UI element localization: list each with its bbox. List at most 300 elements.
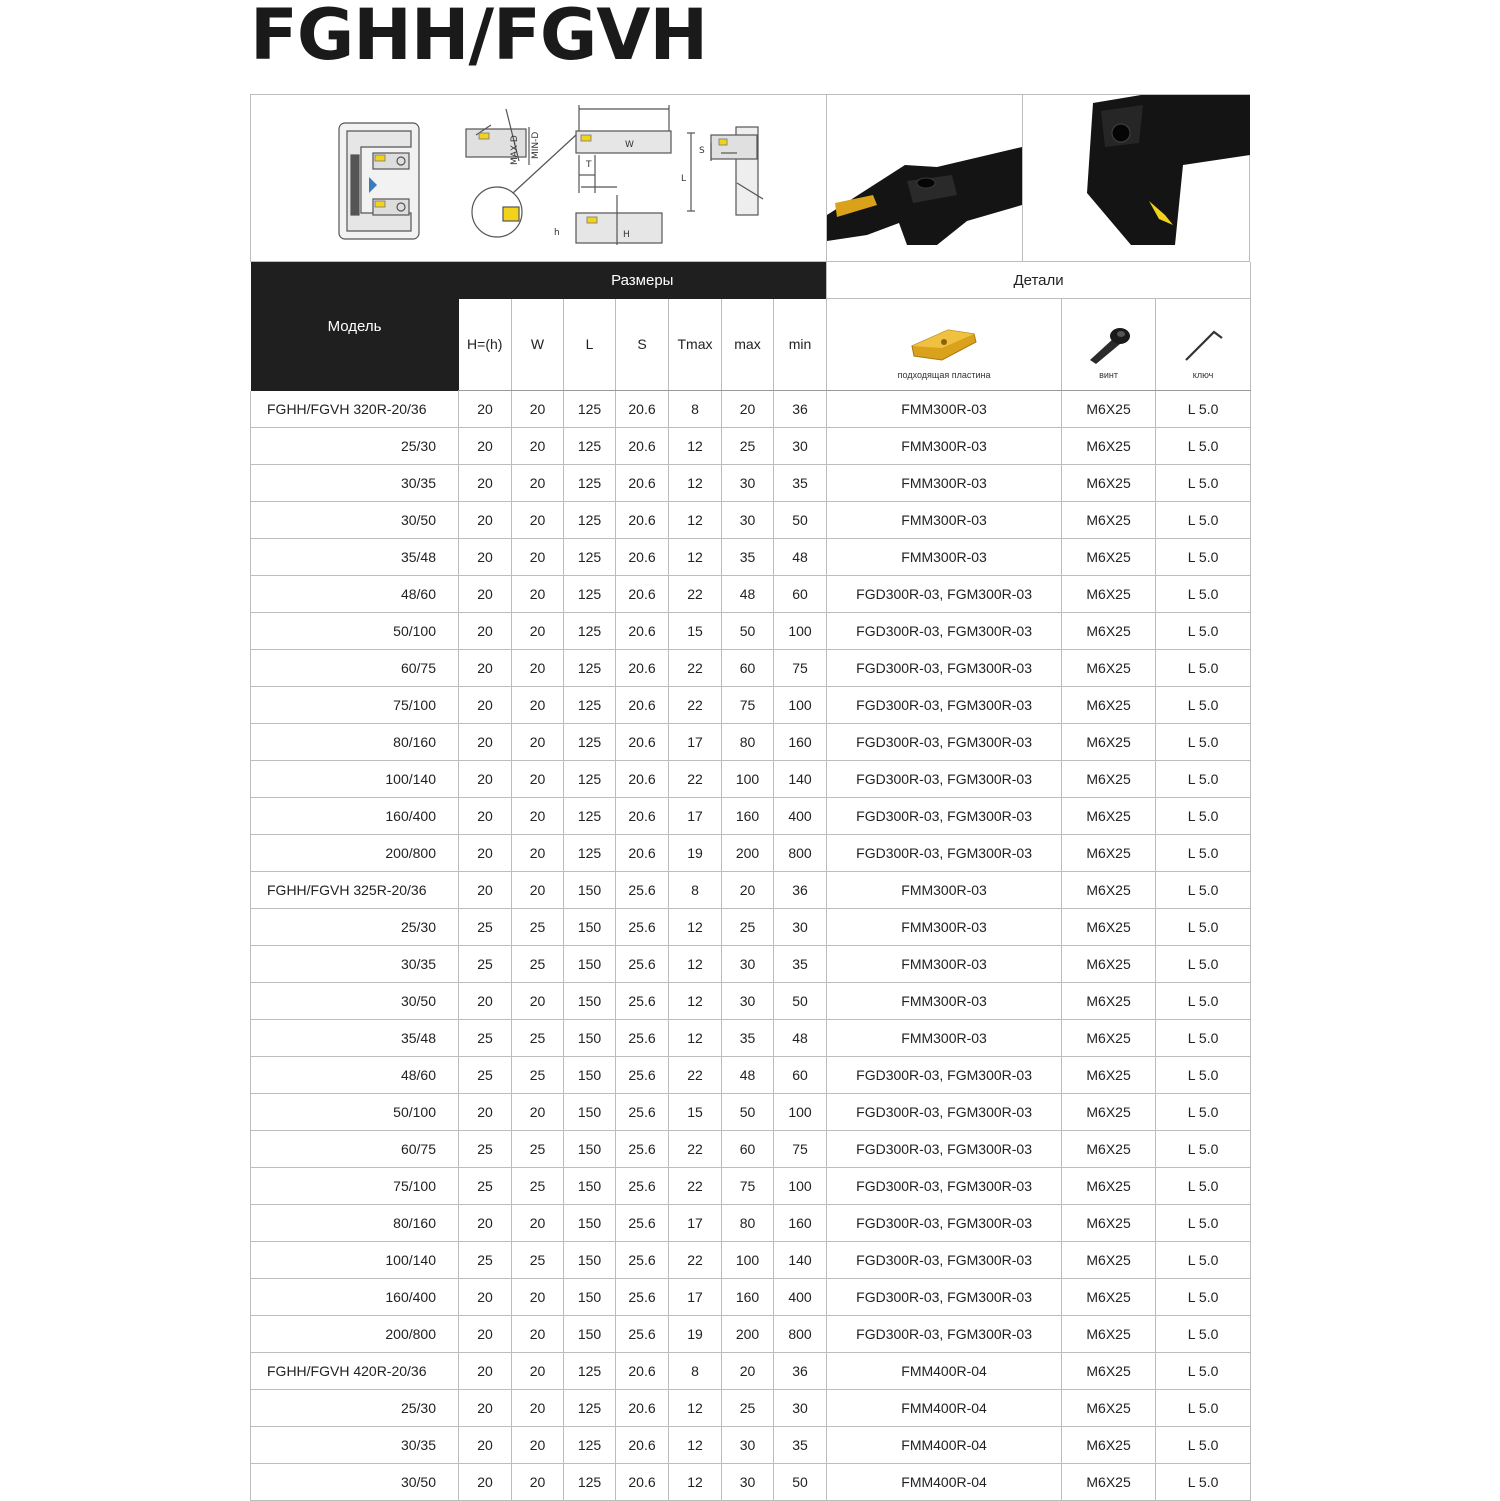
holder-side-image	[827, 95, 1022, 261]
cell-min: 30	[774, 428, 827, 465]
cell-key: L 5.0	[1156, 687, 1251, 724]
cell-s: 25.6	[616, 1242, 669, 1279]
cell-screw: M6X25	[1062, 428, 1156, 465]
cell-w: 25	[512, 1020, 564, 1057]
cell-s: 20.6	[616, 465, 669, 502]
cell-h: 20	[459, 1427, 512, 1464]
cell-screw: M6X25	[1062, 798, 1156, 835]
cell-s: 25.6	[616, 1316, 669, 1353]
diagram-label-t: T	[586, 160, 592, 170]
cell-screw: M6X25	[1062, 391, 1156, 428]
table-row	[251, 1390, 1251, 1427]
cell-max: 25	[722, 1390, 774, 1427]
table-row	[251, 724, 1251, 761]
cell-l: 125	[564, 650, 616, 687]
cell-screw: M6X25	[1062, 1390, 1156, 1427]
cell-s: 25.6	[616, 872, 669, 909]
cell-max: 80	[722, 1205, 774, 1242]
cell-insert: FGD300R-03, FGM300R-03	[827, 650, 1062, 687]
cell-max: 75	[722, 687, 774, 724]
cell-w: 25	[512, 1242, 564, 1279]
cell-l: 125	[564, 428, 616, 465]
cell-min: 160	[774, 724, 827, 761]
cell-min: 50	[774, 983, 827, 1020]
cell-tmax: 12	[669, 946, 722, 983]
table-row	[251, 946, 1251, 983]
cell-model: 35/48	[251, 539, 459, 576]
table-row	[251, 687, 1251, 724]
cell-model: 30/50	[251, 983, 459, 1020]
cell-tmax: 12	[669, 1427, 722, 1464]
cell-h: 25	[459, 1020, 512, 1057]
table-row	[251, 1279, 1251, 1316]
cell-screw: M6X25	[1062, 1427, 1156, 1464]
cell-min: 800	[774, 835, 827, 872]
cell-l: 150	[564, 1020, 616, 1057]
diagram-label-w: W	[625, 140, 634, 150]
table-row	[251, 1316, 1251, 1353]
cell-screw: M6X25	[1062, 539, 1156, 576]
cell-key: L 5.0	[1156, 1057, 1251, 1094]
cell-s: 20.6	[616, 1353, 669, 1390]
cell-insert: FGD300R-03, FGM300R-03	[827, 1279, 1062, 1316]
cell-screw: M6X25	[1062, 1242, 1156, 1279]
cell-tmax: 12	[669, 465, 722, 502]
cell-insert: FGD300R-03, FGM300R-03	[827, 798, 1062, 835]
table-row	[251, 983, 1251, 1020]
cell-min: 30	[774, 1390, 827, 1427]
cell-w: 20	[512, 835, 564, 872]
cell-w: 25	[512, 1057, 564, 1094]
cell-tmax: 19	[669, 835, 722, 872]
cell-l: 150	[564, 1242, 616, 1279]
screw-caption: винт	[1099, 370, 1119, 380]
cell-min: 100	[774, 1094, 827, 1131]
cell-l: 150	[564, 872, 616, 909]
cell-h: 25	[459, 1168, 512, 1205]
cell-min: 50	[774, 502, 827, 539]
insert-icon	[908, 324, 980, 364]
cell-max: 50	[722, 1094, 774, 1131]
column-header-min: min	[774, 299, 827, 391]
cell-l: 125	[564, 539, 616, 576]
cell-s: 25.6	[616, 1057, 669, 1094]
cell-max: 35	[722, 539, 774, 576]
cell-insert: FGD300R-03, FGM300R-03	[827, 1168, 1062, 1205]
cell-h: 20	[459, 1353, 512, 1390]
cell-min: 400	[774, 798, 827, 835]
cell-screw: M6X25	[1062, 1057, 1156, 1094]
cell-w: 20	[512, 1427, 564, 1464]
cell-key: L 5.0	[1156, 539, 1251, 576]
cell-max: 160	[722, 1279, 774, 1316]
cell-insert: FMM400R-04	[827, 1464, 1062, 1501]
cell-screw: M6X25	[1062, 1353, 1156, 1390]
cell-insert: FMM300R-03	[827, 1020, 1062, 1057]
table-row	[251, 539, 1251, 576]
cell-key: L 5.0	[1156, 983, 1251, 1020]
cell-max: 100	[722, 1242, 774, 1279]
cell-screw: M6X25	[1062, 724, 1156, 761]
page-title: FGHH/FGVH	[250, 0, 708, 76]
cell-w: 20	[512, 539, 564, 576]
cell-key: L 5.0	[1156, 798, 1251, 835]
cell-l: 125	[564, 465, 616, 502]
cell-s: 25.6	[616, 946, 669, 983]
cell-l: 150	[564, 1094, 616, 1131]
cell-model: 100/140	[251, 761, 459, 798]
cell-model: 25/30	[251, 909, 459, 946]
cell-min: 800	[774, 1316, 827, 1353]
cell-w: 20	[512, 1316, 564, 1353]
cell-key: L 5.0	[1156, 1316, 1251, 1353]
cell-l: 150	[564, 909, 616, 946]
cell-s: 20.6	[616, 650, 669, 687]
cell-insert: FMM400R-04	[827, 1390, 1062, 1427]
cell-h: 20	[459, 576, 512, 613]
cell-model: 160/400	[251, 798, 459, 835]
cell-tmax: 22	[669, 1168, 722, 1205]
cell-insert: FGD300R-03, FGM300R-03	[827, 1131, 1062, 1168]
cell-max: 48	[722, 1057, 774, 1094]
cell-l: 150	[564, 1168, 616, 1205]
cell-w: 25	[512, 1168, 564, 1205]
table-row	[251, 1094, 1251, 1131]
cell-h: 20	[459, 1316, 512, 1353]
cell-screw: M6X25	[1062, 465, 1156, 502]
cell-w: 20	[512, 1205, 564, 1242]
key-caption: ключ	[1192, 370, 1214, 380]
cell-w: 20	[512, 650, 564, 687]
cell-screw: M6X25	[1062, 687, 1156, 724]
cell-max: 30	[722, 946, 774, 983]
cell-h: 20	[459, 391, 512, 428]
cell-min: 36	[774, 1353, 827, 1390]
cell-h: 25	[459, 946, 512, 983]
cell-w: 20	[512, 724, 564, 761]
cell-min: 35	[774, 1427, 827, 1464]
cell-key: L 5.0	[1156, 1020, 1251, 1057]
cell-s: 25.6	[616, 1168, 669, 1205]
diagram-label-h-large: H	[623, 230, 630, 240]
cell-l: 150	[564, 1316, 616, 1353]
column-header-h: H=(h)	[459, 299, 512, 391]
cell-min: 50	[774, 1464, 827, 1501]
cell-min: 60	[774, 576, 827, 613]
table-row	[251, 613, 1251, 650]
cell-s: 20.6	[616, 576, 669, 613]
cell-key: L 5.0	[1156, 1427, 1251, 1464]
cell-key: L 5.0	[1156, 761, 1251, 798]
cell-screw: M6X25	[1062, 576, 1156, 613]
cell-h: 20	[459, 724, 512, 761]
table-row	[251, 465, 1251, 502]
cell-screw: M6X25	[1062, 1464, 1156, 1501]
cell-model: 100/140	[251, 1242, 459, 1279]
cell-screw: M6X25	[1062, 946, 1156, 983]
cell-min: 36	[774, 872, 827, 909]
cell-h: 20	[459, 1390, 512, 1427]
details-group-header: Детали	[827, 262, 1251, 299]
cell-h: 20	[459, 1094, 512, 1131]
cell-model: 30/35	[251, 1427, 459, 1464]
table-row	[251, 428, 1251, 465]
table-row	[251, 1168, 1251, 1205]
cell-insert: FMM300R-03	[827, 502, 1062, 539]
cell-w: 20	[512, 613, 564, 650]
table-row	[251, 650, 1251, 687]
cell-key: L 5.0	[1156, 1464, 1251, 1501]
cell-insert: FMM300R-03	[827, 946, 1062, 983]
cell-min: 140	[774, 761, 827, 798]
cell-tmax: 22	[669, 761, 722, 798]
cell-max: 200	[722, 835, 774, 872]
cell-screw: M6X25	[1062, 1205, 1156, 1242]
cell-w: 20	[512, 1279, 564, 1316]
table-row	[251, 835, 1251, 872]
cell-max: 20	[722, 391, 774, 428]
diagram-label-h-small: h	[554, 228, 560, 238]
cell-tmax: 22	[669, 1242, 722, 1279]
cell-key: L 5.0	[1156, 1242, 1251, 1279]
table-row	[251, 1205, 1251, 1242]
cell-tmax: 22	[669, 1057, 722, 1094]
cell-l: 125	[564, 613, 616, 650]
cell-h: 20	[459, 613, 512, 650]
cell-s: 20.6	[616, 613, 669, 650]
diagram-label-l: L	[681, 174, 687, 184]
cell-w: 20	[512, 1094, 564, 1131]
cell-s: 25.6	[616, 1094, 669, 1131]
cell-max: 30	[722, 983, 774, 1020]
cell-h: 20	[459, 1279, 512, 1316]
cell-s: 25.6	[616, 909, 669, 946]
cell-tmax: 17	[669, 1279, 722, 1316]
cell-tmax: 22	[669, 687, 722, 724]
cell-min: 35	[774, 946, 827, 983]
cell-l: 125	[564, 835, 616, 872]
diagram-label-min-d: MIN-D	[531, 131, 541, 159]
cell-key: L 5.0	[1156, 428, 1251, 465]
cell-max: 60	[722, 1131, 774, 1168]
cell-screw: M6X25	[1062, 983, 1156, 1020]
column-header-max: max	[722, 299, 774, 391]
cell-model: 60/75	[251, 650, 459, 687]
cell-h: 20	[459, 465, 512, 502]
cell-key: L 5.0	[1156, 909, 1251, 946]
cell-l: 125	[564, 761, 616, 798]
cell-s: 25.6	[616, 1131, 669, 1168]
cell-s: 20.6	[616, 391, 669, 428]
cell-model: 48/60	[251, 576, 459, 613]
cell-max: 75	[722, 1168, 774, 1205]
cell-s: 20.6	[616, 687, 669, 724]
cell-h: 20	[459, 835, 512, 872]
cell-screw: M6X25	[1062, 835, 1156, 872]
holder-front-image	[1023, 95, 1250, 261]
cell-screw: M6X25	[1062, 502, 1156, 539]
cell-w: 20	[512, 1464, 564, 1501]
cell-max: 20	[722, 1353, 774, 1390]
cell-l: 125	[564, 1390, 616, 1427]
column-header-l: L	[564, 299, 616, 391]
cell-insert: FGD300R-03, FGM300R-03	[827, 1057, 1062, 1094]
cell-key: L 5.0	[1156, 1279, 1251, 1316]
cell-tmax: 12	[669, 502, 722, 539]
cell-min: 100	[774, 1168, 827, 1205]
cell-h: 20	[459, 650, 512, 687]
product-image-strip	[250, 94, 1250, 262]
table-row	[251, 872, 1251, 909]
cell-model: 160/400	[251, 1279, 459, 1316]
cell-model: 60/75	[251, 1131, 459, 1168]
cell-s: 20.6	[616, 724, 669, 761]
cell-tmax: 19	[669, 1316, 722, 1353]
cell-model: 25/30	[251, 428, 459, 465]
cell-model: FGHH/FGVH 325R-20/36	[251, 872, 459, 909]
cell-key: L 5.0	[1156, 1353, 1251, 1390]
cell-max: 20	[722, 872, 774, 909]
cell-insert: FGD300R-03, FGM300R-03	[827, 835, 1062, 872]
cell-insert: FGD300R-03, FGM300R-03	[827, 1094, 1062, 1131]
cell-insert: FGD300R-03, FGM300R-03	[827, 1242, 1062, 1279]
cell-h: 20	[459, 872, 512, 909]
cell-w: 25	[512, 1131, 564, 1168]
cell-s: 25.6	[616, 1205, 669, 1242]
cell-max: 25	[722, 909, 774, 946]
cell-model: 200/800	[251, 1316, 459, 1353]
cell-h: 20	[459, 983, 512, 1020]
cell-tmax: 12	[669, 539, 722, 576]
cell-tmax: 22	[669, 1131, 722, 1168]
cell-insert: FMM300R-03	[827, 983, 1062, 1020]
cell-max: 200	[722, 1316, 774, 1353]
cell-key: L 5.0	[1156, 946, 1251, 983]
cell-model: 80/160	[251, 1205, 459, 1242]
cell-min: 140	[774, 1242, 827, 1279]
column-header-key	[1156, 299, 1251, 391]
column-header-tmax: Tmax	[669, 299, 722, 391]
cell-s: 20.6	[616, 1464, 669, 1501]
cell-model: FGHH/FGVH 420R-20/36	[251, 1353, 459, 1390]
cell-tmax: 12	[669, 428, 722, 465]
cell-h: 20	[459, 687, 512, 724]
cell-l: 125	[564, 687, 616, 724]
cell-insert: FGD300R-03, FGM300R-03	[827, 1316, 1062, 1353]
cell-s: 25.6	[616, 983, 669, 1020]
cell-tmax: 15	[669, 1094, 722, 1131]
cell-key: L 5.0	[1156, 1094, 1251, 1131]
table-row	[251, 1131, 1251, 1168]
cell-insert: FMM300R-03	[827, 465, 1062, 502]
cell-min: 30	[774, 909, 827, 946]
cell-max: 80	[722, 724, 774, 761]
cell-w: 20	[512, 1390, 564, 1427]
cell-screw: M6X25	[1062, 613, 1156, 650]
cell-insert: FGD300R-03, FGM300R-03	[827, 613, 1062, 650]
cell-s: 20.6	[616, 1390, 669, 1427]
cell-insert: FMM300R-03	[827, 539, 1062, 576]
cell-tmax: 8	[669, 872, 722, 909]
cell-w: 20	[512, 576, 564, 613]
cell-w: 25	[512, 946, 564, 983]
cell-model: 48/60	[251, 1057, 459, 1094]
cell-model: 75/100	[251, 687, 459, 724]
specifications-body	[251, 391, 1251, 1501]
cell-model: 35/48	[251, 1020, 459, 1057]
cell-key: L 5.0	[1156, 650, 1251, 687]
cell-screw: M6X25	[1062, 1168, 1156, 1205]
table-row	[251, 1427, 1251, 1464]
cell-l: 125	[564, 391, 616, 428]
cell-l: 125	[564, 1353, 616, 1390]
cell-screw: M6X25	[1062, 650, 1156, 687]
insert-caption: подходящая пластина	[897, 370, 991, 380]
cell-w: 20	[512, 502, 564, 539]
cell-w: 20	[512, 687, 564, 724]
column-header-screw	[1062, 299, 1156, 391]
table-row	[251, 1464, 1251, 1501]
cell-screw: M6X25	[1062, 1020, 1156, 1057]
cell-w: 20	[512, 465, 564, 502]
cell-tmax: 12	[669, 983, 722, 1020]
cell-key: L 5.0	[1156, 1168, 1251, 1205]
cell-s: 20.6	[616, 1427, 669, 1464]
dimension-diagram	[251, 95, 825, 261]
cell-min: 400	[774, 1279, 827, 1316]
cell-tmax: 22	[669, 650, 722, 687]
cell-insert: FMM300R-03	[827, 391, 1062, 428]
cell-model: 50/100	[251, 1094, 459, 1131]
table-row	[251, 502, 1251, 539]
cell-w: 20	[512, 872, 564, 909]
cell-model: 30/50	[251, 1464, 459, 1501]
table-row	[251, 761, 1251, 798]
cell-max: 30	[722, 1464, 774, 1501]
cell-h: 25	[459, 1057, 512, 1094]
cell-s: 25.6	[616, 1279, 669, 1316]
cell-screw: M6X25	[1062, 909, 1156, 946]
cell-tmax: 12	[669, 1020, 722, 1057]
table-row	[251, 1353, 1251, 1390]
cell-min: 48	[774, 1020, 827, 1057]
cell-model: 75/100	[251, 1168, 459, 1205]
cell-min: 100	[774, 687, 827, 724]
cell-tmax: 15	[669, 613, 722, 650]
cell-max: 30	[722, 502, 774, 539]
cell-insert: FMM300R-03	[827, 909, 1062, 946]
cell-insert: FGD300R-03, FGM300R-03	[827, 687, 1062, 724]
cell-l: 125	[564, 724, 616, 761]
cell-insert: FMM300R-03	[827, 872, 1062, 909]
cell-w: 20	[512, 798, 564, 835]
cell-key: L 5.0	[1156, 576, 1251, 613]
cell-max: 35	[722, 1020, 774, 1057]
cell-insert: FGD300R-03, FGM300R-03	[827, 761, 1062, 798]
cell-insert: FGD300R-03, FGM300R-03	[827, 724, 1062, 761]
cell-h: 20	[459, 1205, 512, 1242]
table-row	[251, 576, 1251, 613]
column-header-insert	[827, 299, 1062, 391]
cell-h: 25	[459, 1242, 512, 1279]
cell-l: 150	[564, 1057, 616, 1094]
cell-model: 200/800	[251, 835, 459, 872]
tool-holder-photo-side	[826, 95, 1022, 261]
cell-key: L 5.0	[1156, 502, 1251, 539]
cell-l: 125	[564, 502, 616, 539]
cell-insert: FGD300R-03, FGM300R-03	[827, 1205, 1062, 1242]
cell-key: L 5.0	[1156, 835, 1251, 872]
